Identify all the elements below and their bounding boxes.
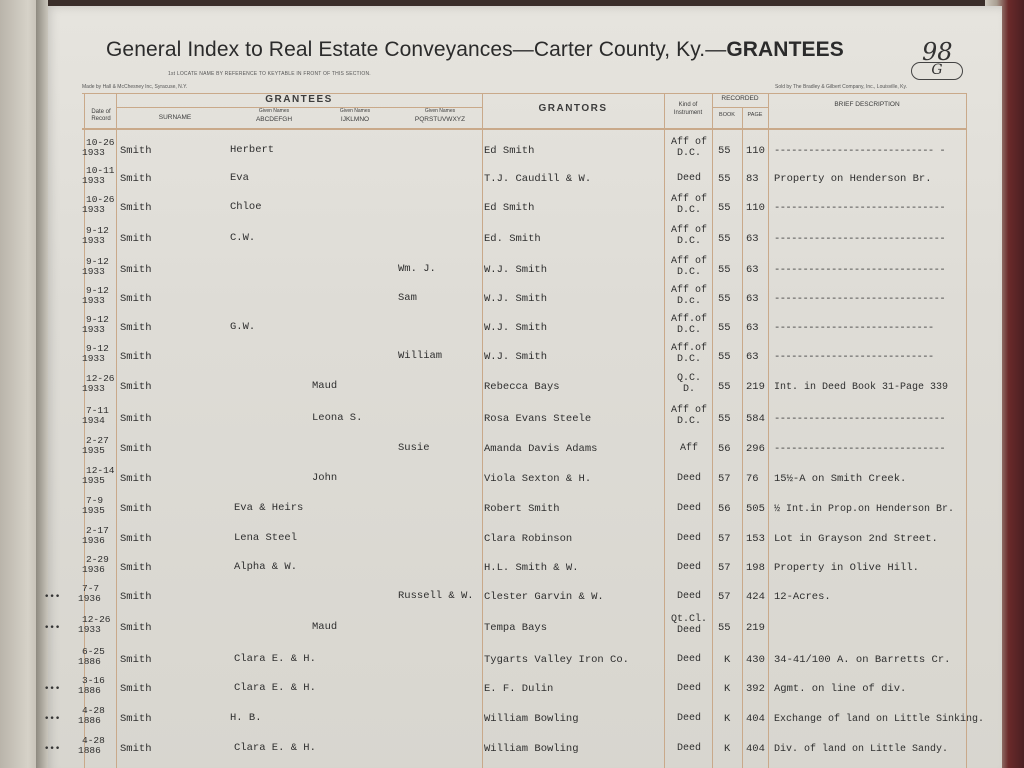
instrument-kind: Qt.Cl.: [670, 614, 707, 625]
grantee-surname: Smith: [120, 654, 152, 666]
recorded-book: 55: [718, 233, 731, 245]
grantee-surname: Smith: [120, 533, 152, 545]
record-date-month: 7-9: [86, 495, 104, 506]
instrument-kind: Deed: [676, 173, 701, 184]
grantee-surname: Smith: [120, 562, 152, 574]
header-given-label-2: Given Names: [339, 108, 371, 114]
grantor-name: Ed. Smith: [484, 233, 541, 245]
book-spine: [36, 0, 48, 768]
header-book: BOOK: [719, 112, 735, 118]
instrument-kind: Aff of: [670, 405, 707, 416]
grantor-name: H.L. Smith & W.: [484, 562, 579, 574]
instrument-kind: Aff.of: [670, 314, 707, 325]
record-date-year: 1936: [82, 535, 105, 546]
recorded-book: 55: [718, 351, 731, 363]
record-date-year: 1933: [82, 295, 105, 306]
rule-v-right: [966, 93, 967, 768]
header-surname: SURNAME: [158, 114, 192, 121]
record-date-year: 1935: [82, 445, 105, 456]
grantee-given-name: Chloe: [230, 201, 262, 213]
grantee-given-name: C.W.: [230, 232, 256, 244]
recorded-page: 110: [746, 202, 765, 214]
recorded-page: 219: [746, 381, 765, 393]
recorded-book: 55: [718, 293, 731, 305]
grantor-name: Clara Robinson: [484, 533, 573, 545]
rule-v-page: [768, 93, 769, 768]
instrument-kind: Deed: [676, 473, 701, 484]
header-given-label-1: Given Names: [258, 108, 290, 114]
margin-mark: •••: [44, 744, 61, 754]
recorded-book: K: [724, 683, 731, 695]
recorded-book: 55: [718, 202, 731, 214]
rule-recorded-sub: [712, 107, 768, 108]
recorded-page: 63: [746, 322, 759, 334]
recorded-book: 56: [718, 443, 731, 455]
record-date-year: 1933: [82, 383, 105, 394]
grantee-given-name: Eva & Heirs: [234, 502, 304, 514]
page-title: [106, 38, 906, 62]
brief-description: Exchange of land on Little Sinking.: [774, 714, 985, 725]
grantor-name: Tempa Bays: [484, 622, 548, 634]
recorded-page: 584: [746, 413, 765, 425]
grantee-surname: Smith: [120, 713, 152, 725]
brief-description: ------------------------------: [774, 443, 946, 455]
recorded-book: 56: [718, 503, 731, 515]
recorded-book: 57: [718, 562, 731, 574]
grantee-surname: Smith: [120, 264, 152, 276]
rule-v-date: [116, 93, 117, 768]
instrument-kind: Deed: [676, 591, 701, 602]
grantee-given-name: John: [312, 472, 338, 484]
instrument-kind: Aff of: [670, 256, 707, 267]
record-date-month: 2-29: [86, 554, 109, 565]
title-grantees: GRANTEES: [726, 38, 844, 61]
grantor-name: Rebecca Bays: [484, 381, 560, 393]
recorded-page: 153: [746, 533, 765, 545]
grantee-given-name: Herbert: [230, 144, 275, 156]
brief-description: Property on Henderson Br.: [774, 173, 932, 185]
record-date-year: 1933: [82, 235, 105, 246]
grantor-name: T.J. Caudill & W.: [484, 173, 592, 185]
grantee-given-name: Lena Steel: [234, 532, 298, 544]
recorded-book: 57: [718, 533, 731, 545]
header-grantees: GRANTEES: [265, 94, 333, 105]
instrument-kind: Aff of: [670, 225, 707, 236]
instrument-kind: Aff of: [670, 137, 707, 148]
instrument-kind: Deed: [676, 503, 701, 514]
grantee-surname: Smith: [120, 443, 152, 455]
recorded-book: K: [724, 654, 731, 666]
grantee-given-name: Alpha & W.: [234, 561, 298, 573]
recorded-page: 430: [746, 654, 765, 666]
record-date-month: 10-26: [86, 137, 115, 148]
record-date-month: 10-26: [86, 194, 115, 205]
recorded-book: 55: [718, 381, 731, 393]
header-given-2: IJKLMNO: [340, 116, 370, 123]
record-date-month: 9-12: [86, 225, 109, 236]
header-page: PAGE: [747, 112, 763, 118]
grantee-surname: Smith: [120, 683, 152, 695]
brief-description: ----------------------------: [774, 351, 934, 363]
grantee-surname: Smith: [120, 233, 152, 245]
record-date-year: 1933: [82, 353, 105, 364]
recorded-page: 63: [746, 233, 759, 245]
record-date-year: 1886: [78, 715, 101, 726]
instrument-kind: Q.C.: [676, 373, 701, 384]
instrument-kind: Aff of: [670, 285, 707, 296]
grantee-surname: Smith: [120, 202, 152, 214]
record-date-year: 1886: [78, 656, 101, 667]
record-date-month: 7-7: [82, 583, 100, 594]
instrument-kind-line2: D.: [682, 384, 695, 395]
brief-description: ----------------------------: [774, 322, 934, 334]
instrument-kind-line2: D.C.: [676, 325, 701, 336]
grantor-name: W.J. Smith: [484, 293, 548, 305]
recorded-book: 55: [718, 145, 731, 157]
record-date-month: 7-11: [86, 405, 109, 416]
grantee-given-name: Leona S.: [312, 412, 363, 424]
recorded-book: 55: [718, 173, 731, 185]
recorded-page: 63: [746, 351, 759, 363]
instrument-kind: Deed: [676, 713, 701, 724]
recorded-book: K: [724, 743, 731, 755]
brief-description: Int. in Deed Book 31-Page 339: [774, 382, 949, 393]
recorded-page: 424: [746, 591, 765, 603]
brief-description: ---------------------------- -: [774, 145, 946, 157]
grantee-given-name: Maud: [312, 380, 338, 392]
recorded-book: 57: [718, 473, 731, 485]
grantor-name: Clester Garvin & W.: [484, 591, 604, 603]
record-date-month: 4-28: [82, 705, 105, 716]
record-date-year: 1886: [78, 685, 101, 696]
grantee-surname: Smith: [120, 351, 152, 363]
grantee-given-name: Clara E. & H.: [234, 682, 316, 694]
handwritten-page-letter: G: [911, 62, 963, 80]
header-brief: BRIEF DESCRIPTION: [834, 101, 900, 108]
brief-description: Agmt. on line of div.: [774, 683, 907, 695]
record-date-month: 10-11: [86, 165, 115, 176]
grantee-surname: Smith: [120, 503, 152, 515]
grantor-name: William Bowling: [484, 743, 579, 755]
instrument-kind-line2: D.C.: [676, 205, 701, 216]
instrument-kind: Aff of: [670, 194, 707, 205]
grantor-name: Robert Smith: [484, 503, 560, 515]
grantee-surname: Smith: [120, 381, 152, 393]
instrument-kind: Deed: [676, 533, 701, 544]
brief-description: 12-Acres.: [774, 591, 831, 603]
instrument-kind: Deed: [676, 683, 701, 694]
margin-mark: •••: [44, 592, 61, 602]
record-date-year: 1936: [82, 564, 105, 575]
brief-description: Property in Olive Hill.: [774, 562, 919, 574]
grantee-given-name: Eva: [230, 172, 249, 184]
record-date-year: 1933: [82, 147, 105, 158]
recorded-page: 404: [746, 743, 765, 755]
brief-description: ------------------------------: [774, 264, 946, 276]
instrument-kind: Deed: [676, 562, 701, 573]
rule-v-kind: [712, 93, 713, 768]
record-date-month: 12-26: [86, 373, 115, 384]
instrument-kind-line2: D.C.: [676, 416, 701, 427]
header-grantors: GRANTORS: [538, 103, 608, 114]
recorded-page: 198: [746, 562, 765, 574]
grantee-surname: Smith: [120, 473, 152, 485]
grantor-name: Viola Sexton & H.: [484, 473, 592, 485]
brief-description: ------------------------------: [774, 293, 946, 305]
locate-note: 1st LOCATE NAME BY REFERENCE TO KEYTABLE IN FRONT OF THIS SECTION.: [168, 71, 371, 77]
grantor-name: Amanda Davis Adams: [484, 443, 598, 455]
recorded-page: 219: [746, 622, 765, 634]
recorded-book: 55: [718, 413, 731, 425]
instrument-kind-line2: D.c.: [676, 296, 701, 307]
recorded-book: 55: [718, 622, 731, 634]
record-date-year: 1933: [82, 204, 105, 215]
brief-description: ½ Int.in Prop.on Henderson Br.: [774, 504, 955, 515]
grantee-given-name: William: [398, 350, 443, 362]
instrument-kind: Deed: [676, 654, 701, 665]
margin-mark: •••: [44, 623, 61, 633]
record-date-year: 1933: [82, 324, 105, 335]
record-date-month: 9-12: [86, 285, 109, 296]
grantor-name: Rosa Evans Steele: [484, 413, 592, 425]
grantee-given-name: Clara E. & H.: [234, 653, 316, 665]
record-date-month: 2-27: [86, 435, 109, 446]
brief-description: 34-41/100 A. on Barretts Cr.: [774, 654, 951, 666]
grantee-surname: Smith: [120, 743, 152, 755]
grantee-given-name: Maud: [312, 621, 338, 633]
record-date-year: 1936: [78, 593, 101, 604]
left-page-edge: [0, 0, 40, 768]
recorded-page: 63: [746, 264, 759, 276]
grantee-given-name: Russell & W.: [398, 590, 474, 602]
recorded-book: 55: [718, 264, 731, 276]
rule-v-grantees: [482, 93, 483, 768]
grantee-surname: Smith: [120, 145, 152, 157]
recorded-page: 296: [746, 443, 765, 455]
record-date-month: 6-25: [82, 646, 105, 657]
grantee-given-name: H. B.: [230, 712, 262, 724]
grantor-name: W.J. Smith: [484, 351, 548, 363]
record-date-year: 1933: [82, 175, 105, 186]
brief-description: Lot in Grayson 2nd Street.: [774, 533, 938, 545]
instrument-kind: Aff.of: [670, 343, 707, 354]
margin-mark: •••: [44, 684, 61, 694]
header-given-1: ABCDEFGH: [255, 116, 293, 123]
record-date-year: 1886: [78, 745, 101, 756]
grantor-name: Ed Smith: [484, 145, 535, 157]
grantee-given-name: Susie: [398, 442, 430, 454]
grantee-surname: Smith: [120, 173, 152, 185]
record-date-month: 9-12: [86, 343, 109, 354]
grantee-given-name: Wm. J.: [398, 263, 436, 275]
recorded-page: 63: [746, 293, 759, 305]
grantor-name: E. F. Dulin: [484, 683, 554, 695]
record-date-month: 12-14: [86, 465, 115, 476]
handwritten-page-number: 98: [922, 38, 953, 66]
maker-note: Made by Hall & McChesney Inc, Syracuse, N.Y.: [82, 84, 188, 90]
recorded-page: 404: [746, 713, 765, 725]
recorded-page: 505: [746, 503, 765, 515]
brief-description: ------------------------------: [774, 202, 946, 214]
instrument-kind-line2: D.C.: [676, 236, 701, 247]
grantor-name: William Bowling: [484, 713, 579, 725]
record-date-year: 1933: [78, 624, 101, 635]
instrument-kind: Aff: [679, 443, 698, 454]
record-date-month: 3-16: [82, 675, 105, 686]
record-date-month: 4-28: [82, 735, 105, 746]
grantee-surname: Smith: [120, 591, 152, 603]
grantee-surname: Smith: [120, 293, 152, 305]
record-date-year: 1934: [82, 415, 105, 426]
brief-description: ------------------------------: [774, 413, 946, 425]
rule-header-bottom: [82, 128, 966, 130]
grantee-surname: Smith: [120, 322, 152, 334]
instrument-kind: Deed: [676, 743, 701, 754]
brief-description: 15½-A on Smith Creek.: [774, 473, 907, 485]
instrument-kind-line2: D.C.: [676, 267, 701, 278]
record-date-month: 9-12: [86, 256, 109, 267]
header-given-label-3: Given Names: [424, 108, 456, 114]
instrument-kind-line2: Deed: [676, 625, 701, 636]
instrument-kind-line2: D.C.: [676, 148, 701, 159]
record-date-month: 9-12: [86, 314, 109, 325]
grantee-surname: Smith: [120, 413, 152, 425]
header-recorded: RECORDED: [721, 95, 759, 102]
grantee-given-name: Clara E. & H.: [234, 742, 316, 754]
recorded-page: 76: [746, 473, 759, 485]
grantee-given-name: Sam: [398, 292, 417, 304]
title-text: General Index to Real Estate Conveyances—Carter County, Ky.—: [106, 38, 727, 61]
grantor-name: Ed Smith: [484, 202, 535, 214]
brief-description: Div. of land on Little Sandy.: [774, 744, 949, 755]
grantor-name: Tygarts Valley Iron Co.: [484, 654, 629, 666]
header-kind: Kind of Instrument: [673, 102, 703, 116]
recorded-page: 392: [746, 683, 765, 695]
margin-mark: •••: [44, 714, 61, 724]
record-date-month: 12-26: [82, 614, 111, 625]
recorded-page: 83: [746, 173, 759, 185]
brief-description: ------------------------------: [774, 233, 946, 245]
record-date-month: 2-17: [86, 525, 109, 536]
grantor-name: W.J. Smith: [484, 264, 548, 276]
rule-v-book: [742, 107, 743, 768]
record-date-year: 1935: [82, 475, 105, 486]
record-date-year: 1935: [82, 505, 105, 516]
instrument-kind-line2: D.C.: [676, 354, 701, 365]
record-date-year: 1933: [82, 266, 105, 277]
rule-v-grantors: [664, 93, 665, 768]
header-given-3: PQRSTUVWXYZ: [414, 116, 466, 123]
seller-note: Sold by The Bradley & Gilbert Company, Inc., Louisville, Ky.: [775, 84, 908, 90]
recorded-page: 110: [746, 145, 765, 157]
recorded-book: 57: [718, 591, 731, 603]
grantee-surname: Smith: [120, 622, 152, 634]
grantee-given-name: G.W.: [230, 321, 256, 333]
header-date: Date of Record: [91, 109, 111, 122]
recorded-book: K: [724, 713, 731, 725]
grantor-name: W.J. Smith: [484, 322, 548, 334]
recorded-book: 55: [718, 322, 731, 334]
